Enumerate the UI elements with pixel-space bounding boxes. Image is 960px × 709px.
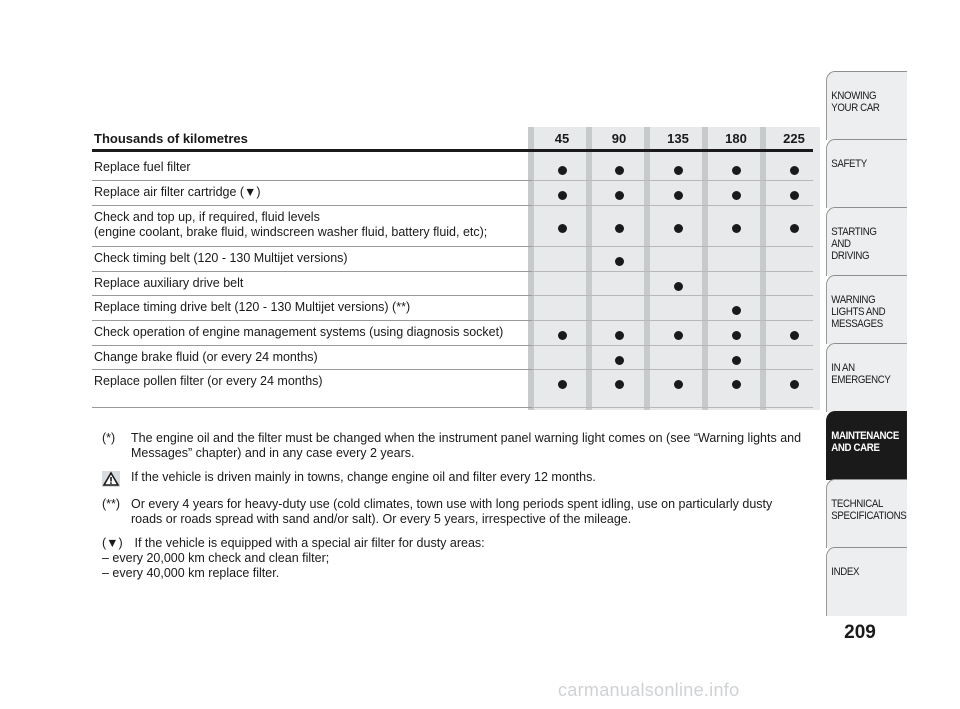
chapter-tab-label: SPECIFICATIONS [831, 510, 907, 522]
filled-dot-icon [558, 380, 567, 389]
filled-dot-icon [615, 380, 624, 389]
schedule-mark [709, 187, 763, 204]
footnote-line: roads or roads spread with sand and/or salt). Or every 5 years, irrespective of the mileage. [131, 512, 632, 526]
filled-dot-icon [558, 166, 567, 175]
row-label-line: Replace air filter cartridge (▼) [94, 185, 261, 199]
filled-dot-icon [615, 224, 624, 233]
chapter-tab-label: AND CARE [831, 442, 880, 454]
filled-dot-icon [674, 380, 683, 389]
schedule-mark [767, 327, 821, 344]
schedule-mark [709, 220, 763, 237]
filled-dot-icon [674, 191, 683, 200]
row-label-line: Replace timing drive belt (120 - 130 Multijet versions) (**) [94, 300, 411, 314]
chapter-tab-label: YOUR CAR [831, 102, 880, 114]
row-label-line: Check operation of engine management systems (using diagnosis socket) [94, 325, 504, 339]
filled-dot-icon [615, 331, 624, 340]
filled-dot-icon [615, 257, 624, 266]
filled-dot-icon [615, 166, 624, 175]
footnote-marker: (*) [102, 431, 116, 445]
filled-dot-icon [732, 166, 741, 175]
filled-dot-icon [732, 331, 741, 340]
filled-dot-icon [674, 224, 683, 233]
filled-dot-icon [790, 380, 799, 389]
filled-dot-icon [558, 191, 567, 200]
row-divider [92, 407, 532, 408]
table-row [92, 181, 813, 206]
schedule-mark [709, 376, 763, 393]
filled-dot-icon [674, 331, 683, 340]
row-label [94, 276, 243, 291]
filled-dot-icon [732, 356, 741, 365]
schedule-mark [592, 327, 646, 344]
filled-dot-icon [790, 166, 799, 175]
table-row [92, 296, 813, 321]
chapter-tab[interactable] [826, 343, 907, 412]
schedule-header [92, 127, 813, 149]
chapter-tab[interactable] [826, 275, 907, 344]
table-row [92, 321, 813, 346]
filled-dot-icon [790, 224, 799, 233]
filled-dot-icon [790, 191, 799, 200]
schedule-mark [535, 162, 589, 179]
footnote-line: Messages” chapter) and in any case every 2 years. [131, 446, 415, 460]
row-label-line: Check and top up, if required, fluid levels [94, 210, 320, 224]
schedule-mark [651, 278, 705, 295]
chapter-tab-label: IN AN [831, 362, 855, 374]
filled-dot-icon [732, 191, 741, 200]
chapter-tab[interactable] [826, 71, 907, 140]
schedule-mark [592, 352, 646, 369]
table-row [92, 206, 813, 247]
watermark-text: carmanualsonline.info [558, 680, 740, 700]
schedule-mark [709, 327, 763, 344]
schedule-mark [767, 162, 821, 179]
chapter-tab-label: WARNING [831, 294, 876, 306]
schedule-mark [535, 187, 589, 204]
schedule-mark [767, 187, 821, 204]
chapter-tab-label: INDEX [831, 566, 860, 578]
chapter-tab-label: STARTING [831, 226, 877, 238]
filled-dot-icon [615, 191, 624, 200]
schedule-mark [709, 162, 763, 179]
row-label [94, 251, 348, 266]
schedule-mark [535, 376, 589, 393]
row-label-line: (engine coolant, brake fluid, windscreen washer fluid, battery fluid, etc); [94, 225, 488, 239]
schedule-mark [767, 220, 821, 237]
filled-dot-icon [790, 331, 799, 340]
km-column-header: 90 [611, 131, 627, 146]
header-rule [92, 149, 813, 152]
filled-dot-icon [732, 224, 741, 233]
chapter-tab[interactable] [826, 547, 907, 616]
schedule-mark [651, 220, 705, 237]
row-label-line: Check timing belt (120 - 130 Multijet versions) [94, 251, 348, 265]
chapter-tab[interactable] [826, 479, 907, 548]
row-label-line: Replace fuel filter [94, 160, 191, 174]
chapter-tab[interactable] [826, 411, 907, 480]
chapter-tab[interactable] [826, 207, 907, 276]
footnote-text [131, 536, 814, 551]
footnote-sub-line: – every 20,000 km check and clean filter; [102, 551, 330, 565]
filled-dot-icon [674, 282, 683, 291]
table-row [92, 370, 813, 408]
chapter-tab-label: MAINTENANCE [831, 430, 899, 442]
schedule-header-label: Thousands of kilometres [94, 131, 248, 146]
filled-dot-icon [674, 166, 683, 175]
chapter-tab-label: MESSAGES [831, 318, 883, 330]
filled-dot-icon [558, 224, 567, 233]
row-label [94, 350, 318, 365]
filled-dot-icon [615, 356, 624, 365]
page-number: 209 [844, 622, 876, 643]
schedule-mark [592, 187, 646, 204]
row-label [94, 185, 261, 200]
schedule-mark [592, 253, 646, 270]
km-column-header: 135 [667, 131, 689, 146]
table-row [92, 156, 813, 181]
row-label [94, 300, 410, 315]
schedule-mark [651, 162, 705, 179]
schedule-mark [767, 376, 821, 393]
footnote-line: Or every 4 years for heavy-duty use (cold climates, town use with long periods spent idling, use on particularly dusty [131, 497, 773, 511]
schedule-mark [709, 302, 763, 319]
chapter-tab-label: LIGHTS AND [831, 306, 886, 318]
row-label-line: Replace auxiliary drive belt [94, 276, 244, 290]
schedule-mark [651, 327, 705, 344]
footnote-text [131, 470, 814, 485]
filled-dot-icon [732, 306, 741, 315]
row-label [94, 210, 487, 240]
footnote-text [131, 431, 814, 461]
row-label [94, 374, 323, 389]
schedule-mark [592, 220, 646, 237]
table-row [92, 272, 813, 296]
row-label-line: Replace pollen filter (or every 24 months) [94, 374, 323, 388]
table-row [92, 247, 813, 272]
schedule-mark [592, 162, 646, 179]
chapter-tab[interactable] [826, 139, 907, 208]
filled-dot-icon [732, 380, 741, 389]
schedule-mark [651, 187, 705, 204]
footnote-line: The engine oil and the filter must be changed when the instrument panel warning light comes on (see “Warning lights and [131, 431, 802, 445]
row-label [94, 325, 503, 340]
km-column-header: 45 [554, 131, 570, 146]
table-row [92, 346, 813, 370]
km-column-header: 225 [783, 131, 805, 146]
chapter-tab-label: KNOWING [831, 90, 877, 102]
footnote-line: If the vehicle is driven mainly in towns, change engine oil and filter every 12 months. [131, 470, 596, 484]
footnote-sub-line: – every 40,000 km replace filter. [102, 566, 280, 580]
schedule-mark [535, 327, 589, 344]
schedule-mark [709, 352, 763, 369]
row-divider [532, 407, 813, 408]
chapter-tab-label: EMERGENCY [831, 374, 891, 386]
schedule-mark [592, 376, 646, 393]
km-column-header: 180 [725, 131, 747, 146]
footnote-text [131, 497, 814, 527]
warning-triangle-icon [102, 471, 120, 487]
schedule-mark [535, 220, 589, 237]
footnote-marker: (**) [102, 497, 121, 511]
footnote-marker: (▼) [102, 536, 123, 550]
schedule-mark [651, 376, 705, 393]
row-label [94, 160, 191, 175]
row-label-line: Change brake fluid (or every 24 months) [94, 350, 318, 364]
chapter-tab-label: TECHNICAL [831, 498, 883, 510]
filled-dot-icon [558, 331, 567, 340]
chapter-tab-label: SAFETY [831, 158, 867, 170]
chapter-tab-label: DRIVING [831, 250, 870, 262]
chapter-tab-label: AND [831, 238, 851, 250]
footnote-line: If the vehicle is equipped with a special air filter for dusty areas: [131, 536, 485, 550]
